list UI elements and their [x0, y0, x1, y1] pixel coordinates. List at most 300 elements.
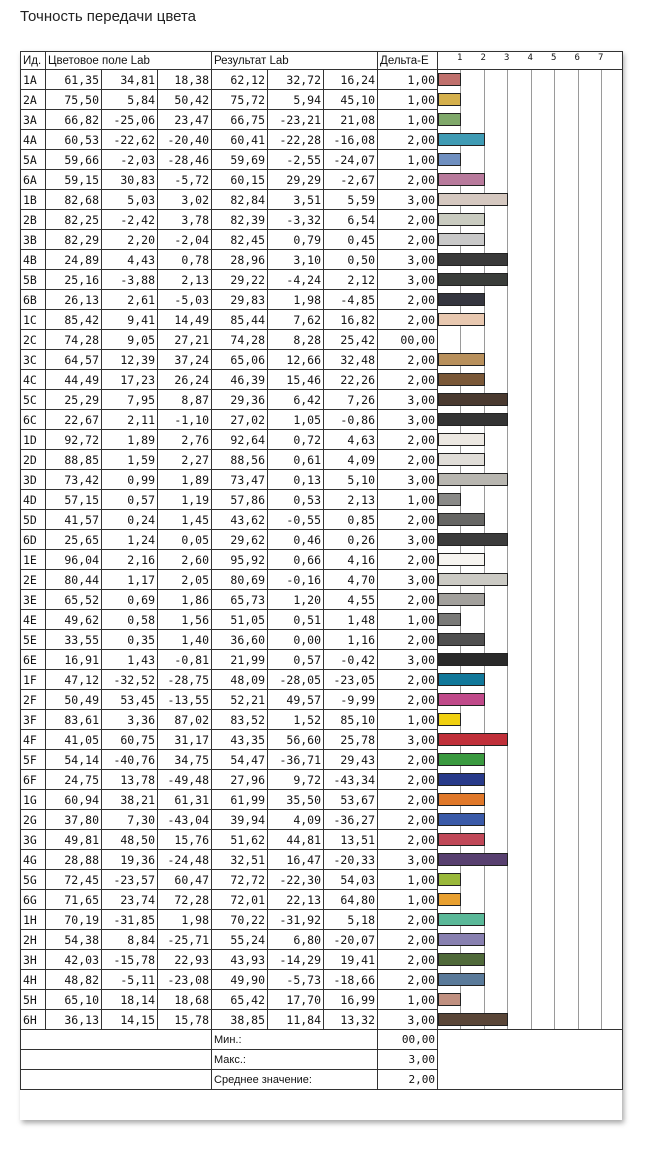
- patch-id: 1E: [21, 550, 46, 570]
- delta-e-value: 2,00: [378, 450, 438, 470]
- delta-e-swatch: [438, 313, 485, 326]
- delta-e-swatch: [438, 993, 461, 1006]
- grid-line: [531, 970, 532, 990]
- scale-tick-5: 5: [551, 53, 557, 63]
- delta-e-value: 1,00: [378, 710, 438, 730]
- field-lab-L: 33,55: [46, 630, 102, 650]
- table-row: [21, 530, 623, 550]
- result-lab-b: 64,80: [324, 890, 378, 910]
- grid-line: [578, 390, 579, 410]
- delta-e-swatch: [438, 213, 485, 226]
- field-lab-L: 26,13: [46, 290, 102, 310]
- result-lab-b: -9,99: [324, 690, 378, 710]
- grid-line: [578, 190, 579, 210]
- field-lab-L: 82,25: [46, 210, 102, 230]
- grid-line: [507, 910, 508, 930]
- grid-line: [578, 330, 579, 350]
- delta-e-swatch: [438, 793, 485, 806]
- result-lab-a: 6,42: [268, 390, 324, 410]
- grid-line: [601, 70, 602, 90]
- delta-e-swatch: [438, 533, 508, 546]
- field-lab-L: 25,29: [46, 390, 102, 410]
- grid-line: [554, 830, 555, 850]
- result-lab-L: 82,84: [212, 190, 268, 210]
- grid-line: [531, 590, 532, 610]
- field-lab-L: 96,04: [46, 550, 102, 570]
- grid-line: [578, 690, 579, 710]
- delta-e-value: 3,00: [378, 250, 438, 270]
- result-lab-b: 0,85: [324, 510, 378, 530]
- grid-line: [578, 270, 579, 290]
- grid-line: [531, 850, 532, 870]
- grid-line: [531, 910, 532, 930]
- grid-line: [531, 990, 532, 1010]
- delta-e-value: 2,00: [378, 950, 438, 970]
- patch-id: 6A: [21, 170, 46, 190]
- delta-bar-cell: [438, 910, 623, 930]
- grid-line: [531, 710, 532, 730]
- result-lab-a: -4,24: [268, 270, 324, 290]
- result-lab-b: 1,48: [324, 610, 378, 630]
- result-lab-a: 0,53: [268, 490, 324, 510]
- grid-line: [531, 550, 532, 570]
- delta-e-swatch: [438, 253, 508, 266]
- patch-id: 3G: [21, 830, 46, 850]
- delta-e-value: 2,00: [378, 630, 438, 650]
- delta-bar-cell: [438, 530, 623, 550]
- grid-line: [554, 890, 555, 910]
- grid-line: [531, 290, 532, 310]
- field-lab-b: 18,38: [158, 70, 212, 90]
- table-row: [21, 590, 623, 610]
- grid-line: [601, 550, 602, 570]
- result-lab-L: 65,42: [212, 990, 268, 1010]
- result-lab-L: 65,73: [212, 590, 268, 610]
- field-lab-b: 0,78: [158, 250, 212, 270]
- grid-line: [601, 430, 602, 450]
- grid-line: [601, 830, 602, 850]
- field-lab-a: 4,43: [102, 250, 158, 270]
- result-lab-b: 16,99: [324, 990, 378, 1010]
- grid-line: [554, 290, 555, 310]
- grid-line: [554, 350, 555, 370]
- grid-line: [531, 610, 532, 630]
- patch-id: 5H: [21, 990, 46, 1010]
- field-lab-b: 2,13: [158, 270, 212, 290]
- scale-tick-7: 7: [598, 53, 604, 63]
- grid-line: [507, 690, 508, 710]
- grid-line: [578, 1010, 579, 1030]
- delta-e-swatch: [438, 233, 485, 246]
- delta-e-value: 2,00: [378, 350, 438, 370]
- result-lab-a: -3,32: [268, 210, 324, 230]
- field-lab-b: 2,76: [158, 430, 212, 450]
- patch-id: 6C: [21, 410, 46, 430]
- field-lab-L: 74,28: [46, 330, 102, 350]
- grid-line: [554, 130, 555, 150]
- field-lab-a: 48,50: [102, 830, 158, 850]
- result-lab-a: 11,84: [268, 1010, 324, 1030]
- result-lab-a: 22,13: [268, 890, 324, 910]
- table-row: [21, 790, 623, 810]
- delta-bar-cell: [438, 590, 623, 610]
- delta-e-value: 2,00: [378, 930, 438, 950]
- grid-line: [554, 330, 555, 350]
- delta-e-swatch: [438, 553, 485, 566]
- result-lab-a: 56,60: [268, 730, 324, 750]
- field-lab-b: 0,05: [158, 530, 212, 550]
- delta-e-swatch: [438, 173, 485, 186]
- result-lab-b: 5,18: [324, 910, 378, 930]
- result-lab-L: 74,28: [212, 330, 268, 350]
- result-lab-a: 17,70: [268, 990, 324, 1010]
- result-lab-L: 59,69: [212, 150, 268, 170]
- table-row: [21, 450, 623, 470]
- field-lab-a: 2,16: [102, 550, 158, 570]
- grid-line: [554, 690, 555, 710]
- delta-bar-cell: [438, 550, 623, 570]
- field-lab-L: 59,15: [46, 170, 102, 190]
- field-lab-a: 2,20: [102, 230, 158, 250]
- delta-bar-cell: [438, 990, 623, 1010]
- grid-line: [578, 770, 579, 790]
- delta-bar-cell: [438, 450, 623, 470]
- delta-e-swatch: [438, 873, 461, 886]
- patch-id: 6E: [21, 650, 46, 670]
- field-lab-L: 71,65: [46, 890, 102, 910]
- table-row: [21, 150, 623, 170]
- delta-bar-cell: [438, 430, 623, 450]
- delta-bar-cell: [438, 830, 623, 850]
- field-lab-L: 49,62: [46, 610, 102, 630]
- field-lab-b: 31,17: [158, 730, 212, 750]
- grid-line: [460, 330, 461, 350]
- delta-bar-cell: [438, 130, 623, 150]
- grid-line: [507, 230, 508, 250]
- field-lab-a: 1,43: [102, 650, 158, 670]
- delta-bar-cell: [438, 470, 623, 490]
- patch-id: 4D: [21, 490, 46, 510]
- field-lab-L: 41,05: [46, 730, 102, 750]
- grid-line: [578, 950, 579, 970]
- grid-line: [578, 650, 579, 670]
- field-lab-b: -43,04: [158, 810, 212, 830]
- grid-line: [601, 210, 602, 230]
- grid-line: [554, 870, 555, 890]
- grid-line: [578, 430, 579, 450]
- delta-e-value: 3,00: [378, 390, 438, 410]
- field-lab-a: -22,62: [102, 130, 158, 150]
- field-lab-b: 34,75: [158, 750, 212, 770]
- field-lab-b: 87,02: [158, 710, 212, 730]
- table-row: [21, 330, 623, 350]
- grid-line: [554, 70, 555, 90]
- grid-line: [578, 870, 579, 890]
- patch-id: 3F: [21, 710, 46, 730]
- result-lab-b: 25,78: [324, 730, 378, 750]
- summary-min-value: 00,00: [378, 1030, 438, 1050]
- result-lab-L: 70,22: [212, 910, 268, 930]
- field-lab-L: 24,89: [46, 250, 102, 270]
- grid-line: [554, 950, 555, 970]
- grid-line: [531, 90, 532, 110]
- field-lab-b: -20,40: [158, 130, 212, 150]
- grid-line: [507, 930, 508, 950]
- scale-tick-1: 1: [457, 53, 463, 63]
- scale-tick-3: 3: [504, 53, 510, 63]
- delta-e-swatch: [438, 853, 508, 866]
- patch-id: 6F: [21, 770, 46, 790]
- result-lab-a: 1,98: [268, 290, 324, 310]
- grid-line: [578, 250, 579, 270]
- patch-id: 4A: [21, 130, 46, 150]
- field-lab-b: -5,72: [158, 170, 212, 190]
- result-lab-L: 85,44: [212, 310, 268, 330]
- field-lab-a: -15,78: [102, 950, 158, 970]
- table-header-row: [21, 52, 623, 70]
- result-lab-b: -43,34: [324, 770, 378, 790]
- delta-e-value: 1,00: [378, 90, 438, 110]
- grid-line: [554, 390, 555, 410]
- grid-line: [554, 230, 555, 250]
- grid-line: [554, 610, 555, 630]
- grid-line: [601, 510, 602, 530]
- field-lab-a: 53,45: [102, 690, 158, 710]
- grid-line: [578, 410, 579, 430]
- field-lab-a: 18,14: [102, 990, 158, 1010]
- result-lab-b: 5,10: [324, 470, 378, 490]
- grid-line: [531, 470, 532, 490]
- result-lab-b: -4,85: [324, 290, 378, 310]
- field-lab-L: 72,45: [46, 870, 102, 890]
- result-lab-b: 4,09: [324, 450, 378, 470]
- delta-bar-cell: [438, 770, 623, 790]
- grid-line: [578, 850, 579, 870]
- grid-line: [601, 490, 602, 510]
- delta-e-swatch: [438, 393, 508, 406]
- result-lab-b: 32,48: [324, 350, 378, 370]
- result-lab-b: 5,59: [324, 190, 378, 210]
- color-accuracy-table-container: [20, 51, 622, 1120]
- delta-e-swatch: [438, 953, 485, 966]
- patch-id: 5A: [21, 150, 46, 170]
- grid-line: [531, 110, 532, 130]
- patch-id: 5D: [21, 510, 46, 530]
- field-lab-L: 65,10: [46, 990, 102, 1010]
- result-lab-b: -20,07: [324, 930, 378, 950]
- patch-id: 1G: [21, 790, 46, 810]
- summary-min-label: Мин.:: [212, 1030, 378, 1050]
- grid-line: [578, 830, 579, 850]
- delta-e-swatch: [438, 613, 461, 626]
- result-lab-L: 43,93: [212, 950, 268, 970]
- grid-line: [601, 330, 602, 350]
- delta-bar-cell: [438, 930, 623, 950]
- result-lab-b: 85,10: [324, 710, 378, 730]
- patch-id: 4C: [21, 370, 46, 390]
- result-lab-a: 1,52: [268, 710, 324, 730]
- result-lab-a: 3,51: [268, 190, 324, 210]
- grid-line: [578, 510, 579, 530]
- table-row: [21, 950, 623, 970]
- grid-line: [601, 590, 602, 610]
- delta-bar-cell: [438, 650, 623, 670]
- field-lab-b: 1,40: [158, 630, 212, 650]
- grid-line: [554, 1010, 555, 1030]
- delta-e-value: 2,00: [378, 370, 438, 390]
- result-lab-a: 0,72: [268, 430, 324, 450]
- grid-line: [601, 690, 602, 710]
- field-lab-b: 18,68: [158, 990, 212, 1010]
- grid-line: [554, 770, 555, 790]
- table-row: [21, 990, 623, 1010]
- delta-e-value: 1,00: [378, 490, 438, 510]
- field-lab-b: -2,04: [158, 230, 212, 250]
- field-lab-a: 1,17: [102, 570, 158, 590]
- delta-e-value: 00,00: [378, 330, 438, 350]
- patch-id: 6D: [21, 530, 46, 550]
- table-row: [21, 130, 623, 150]
- table-row: [21, 490, 623, 510]
- result-lab-L: 82,39: [212, 210, 268, 230]
- patch-id: 3E: [21, 590, 46, 610]
- delta-bar-cell: [438, 330, 623, 350]
- grid-line: [578, 290, 579, 310]
- grid-line: [578, 210, 579, 230]
- field-lab-a: -40,76: [102, 750, 158, 770]
- delta-bar-cell: [438, 690, 623, 710]
- grid-line: [554, 430, 555, 450]
- field-lab-b: 1,89: [158, 470, 212, 490]
- field-lab-b: -23,08: [158, 970, 212, 990]
- patch-id: 3C: [21, 350, 46, 370]
- summary-average-value: 2,00: [378, 1070, 438, 1090]
- field-lab-b: 72,28: [158, 890, 212, 910]
- grid-line: [578, 670, 579, 690]
- result-lab-b: -23,05: [324, 670, 378, 690]
- table-row: [21, 610, 623, 630]
- delta-e-swatch: [438, 633, 485, 646]
- result-lab-b: 29,43: [324, 750, 378, 770]
- grid-line: [601, 970, 602, 990]
- delta-bar-cell: [438, 90, 623, 110]
- grid-line: [554, 190, 555, 210]
- field-lab-a: -23,57: [102, 870, 158, 890]
- delta-e-value: 3,00: [378, 570, 438, 590]
- field-lab-L: 57,15: [46, 490, 102, 510]
- delta-e-value: 3,00: [378, 530, 438, 550]
- result-lab-a: 0,61: [268, 450, 324, 470]
- field-lab-a: 23,74: [102, 890, 158, 910]
- table-row: [21, 230, 623, 250]
- grid-line: [531, 370, 532, 390]
- field-lab-b: 15,78: [158, 1010, 212, 1030]
- patch-id: 3A: [21, 110, 46, 130]
- grid-line: [507, 810, 508, 830]
- summary-row-min: [21, 1030, 623, 1050]
- result-lab-L: 49,90: [212, 970, 268, 990]
- grid-line: [484, 90, 485, 110]
- result-lab-b: -24,07: [324, 150, 378, 170]
- result-lab-b: 0,50: [324, 250, 378, 270]
- delta-bar-cell: [438, 810, 623, 830]
- result-lab-L: 72,01: [212, 890, 268, 910]
- grid-line: [507, 310, 508, 330]
- grid-line: [578, 810, 579, 830]
- delta-e-value: 2,00: [378, 590, 438, 610]
- grid-line: [554, 910, 555, 930]
- delta-e-value: 1,00: [378, 990, 438, 1010]
- delta-e-value: 2,00: [378, 210, 438, 230]
- result-lab-L: 32,51: [212, 850, 268, 870]
- field-lab-a: 0,24: [102, 510, 158, 530]
- result-lab-a: -0,16: [268, 570, 324, 590]
- grid-line: [531, 130, 532, 150]
- patch-id: 4E: [21, 610, 46, 630]
- result-lab-L: 61,99: [212, 790, 268, 810]
- grid-line: [554, 170, 555, 190]
- result-lab-b: 4,16: [324, 550, 378, 570]
- delta-bar-cell: [438, 190, 623, 210]
- delta-e-value: 2,00: [378, 830, 438, 850]
- patch-id: 4G: [21, 850, 46, 870]
- grid-line: [507, 770, 508, 790]
- field-lab-L: 59,66: [46, 150, 102, 170]
- grid-line: [507, 970, 508, 990]
- result-lab-a: 49,57: [268, 690, 324, 710]
- grid-line: [578, 790, 579, 810]
- delta-bar-cell: [438, 110, 623, 130]
- grid-line: [507, 90, 508, 110]
- grid-line: [531, 1010, 532, 1030]
- field-lab-a: 30,83: [102, 170, 158, 190]
- delta-bar-cell: [438, 950, 623, 970]
- patch-id: 2G: [21, 810, 46, 830]
- result-lab-a: -5,73: [268, 970, 324, 990]
- delta-e-swatch: [438, 933, 485, 946]
- grid-line: [554, 970, 555, 990]
- field-lab-L: 65,52: [46, 590, 102, 610]
- grid-line: [554, 750, 555, 770]
- field-lab-L: 54,14: [46, 750, 102, 770]
- grid-line: [507, 290, 508, 310]
- result-lab-a: -0,55: [268, 510, 324, 530]
- result-lab-a: 8,28: [268, 330, 324, 350]
- delta-e-swatch: [438, 413, 508, 426]
- delta-e-swatch: [438, 293, 485, 306]
- result-lab-a: 15,46: [268, 370, 324, 390]
- grid-line: [578, 730, 579, 750]
- delta-bar-cell: [438, 610, 623, 630]
- grid-line: [578, 490, 579, 510]
- table-row: [21, 630, 623, 650]
- header-result-lab: Результат Lab: [212, 52, 378, 70]
- field-lab-b: -25,71: [158, 930, 212, 950]
- grid-line: [578, 170, 579, 190]
- grid-line: [507, 630, 508, 650]
- result-lab-b: 22,26: [324, 370, 378, 390]
- result-lab-a: 3,10: [268, 250, 324, 270]
- field-lab-b: -24,48: [158, 850, 212, 870]
- grid-line: [531, 270, 532, 290]
- grid-line: [484, 490, 485, 510]
- delta-e-swatch: [438, 433, 485, 446]
- result-lab-b: 13,32: [324, 1010, 378, 1030]
- delta-bar-cell: [438, 410, 623, 430]
- grid-line: [578, 630, 579, 650]
- grid-line: [507, 210, 508, 230]
- delta-bar-cell: [438, 390, 623, 410]
